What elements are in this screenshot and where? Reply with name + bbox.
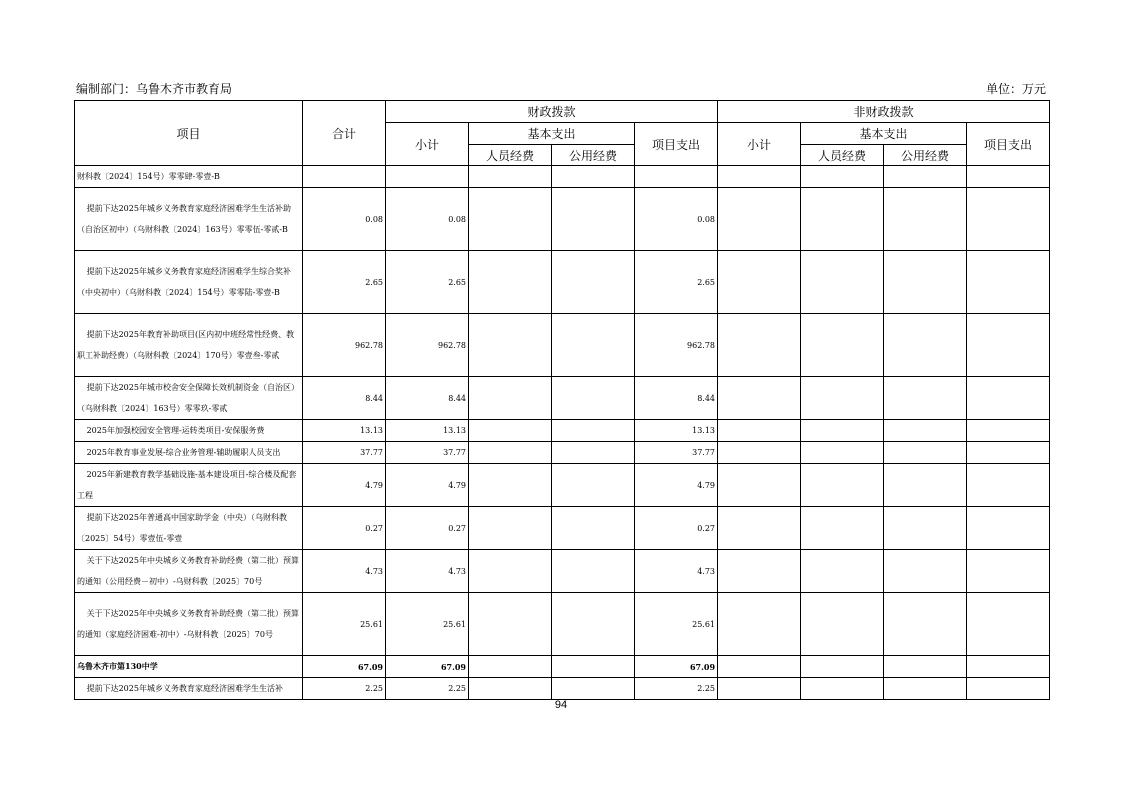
- row-nonfiscal-cell: [801, 251, 884, 314]
- row-nonfiscal-cell: [884, 678, 967, 700]
- row-f-sub: 4.73: [386, 550, 469, 593]
- row-f-proj: 2.65: [635, 251, 718, 314]
- row-nonfiscal-cell: [801, 678, 884, 700]
- row-total: 0.08: [303, 188, 386, 251]
- row-nonfiscal-cell: [884, 507, 967, 550]
- row-total: 37.77: [303, 442, 386, 464]
- row-nonfiscal-cell: [884, 656, 967, 678]
- row-f-proj: 2.25: [635, 678, 718, 700]
- row-f-sub: 25.61: [386, 593, 469, 656]
- row-f-pub: [552, 251, 635, 314]
- row-f-pub: [552, 464, 635, 507]
- row-nonfiscal-cell: [967, 377, 1050, 420]
- row-f-per: [469, 593, 552, 656]
- row-f-per: [469, 377, 552, 420]
- header-nonfiscal-personnel: 人员经费: [801, 145, 884, 166]
- row-item: 2025年新建教育教学基础设施-基本建设项目-综合楼及配套工程: [75, 464, 303, 507]
- row-total: [303, 166, 386, 188]
- row-f-per: [469, 188, 552, 251]
- row-item: 提前下达2025年城市校舍安全保障长效机制资金（自治区）（乌财科教〔2024〕163号）零零玖-零贰: [75, 377, 303, 420]
- row-f-pub: [552, 377, 635, 420]
- row-item: 关于下达2025年中央城乡义务教育补助经费（第二批）预算的通知（家庭经济困难-初中）-乌财科教〔2025〕70号: [75, 593, 303, 656]
- row-f-proj: 4.73: [635, 550, 718, 593]
- row-f-sub: 13.13: [386, 420, 469, 442]
- row-total: 4.79: [303, 464, 386, 507]
- row-item: 关于下达2025年中央城乡义务教育补助经费（第二批）预算的通知（公用经费－初中）-乌财科教〔2025〕70号: [75, 550, 303, 593]
- row-f-proj: 0.08: [635, 188, 718, 251]
- row-nonfiscal-cell: [801, 442, 884, 464]
- row-item: 提前下达2025年城乡义务教育家庭经济困难学生综合奖补（中央初中）（乌财科教〔2024〕154号）零零陆-零壹-B: [75, 251, 303, 314]
- row-f-proj: 4.79: [635, 464, 718, 507]
- row-nonfiscal-cell: [884, 442, 967, 464]
- header-item: 项目: [75, 101, 303, 166]
- row-item: 提前下达2025年城乡义务教育家庭经济困难学生生活补助（自治区初中）（乌财科教〔2024〕163号）零零伍-零贰-B: [75, 188, 303, 251]
- row-f-per: [469, 420, 552, 442]
- row-item: 财科教〔2024〕154号）零零肆-零壹-B: [75, 166, 303, 188]
- row-total: 2.25: [303, 678, 386, 700]
- row-f-sub: [386, 166, 469, 188]
- row-f-sub: 2.65: [386, 251, 469, 314]
- row-nonfiscal-cell: [718, 593, 801, 656]
- row-f-pub: [552, 656, 635, 678]
- row-nonfiscal-cell: [801, 593, 884, 656]
- row-nonfiscal-cell: [884, 593, 967, 656]
- table-row: [75, 314, 1050, 377]
- header-fiscal-public: 公用经费: [552, 145, 635, 166]
- row-nonfiscal-cell: [718, 251, 801, 314]
- page-number: 94: [554, 699, 568, 711]
- row-f-sub: 4.79: [386, 464, 469, 507]
- row-nonfiscal-cell: [718, 188, 801, 251]
- row-nonfiscal-cell: [967, 678, 1050, 700]
- row-nonfiscal-cell: [884, 377, 967, 420]
- department-label: 编制部门：乌鲁木齐市教育局: [76, 82, 233, 96]
- row-total: 8.44: [303, 377, 386, 420]
- header-fiscal: 财政拨款: [386, 101, 718, 123]
- row-f-sub: 8.44: [386, 377, 469, 420]
- row-nonfiscal-cell: [884, 420, 967, 442]
- row-total: 0.27: [303, 507, 386, 550]
- row-nonfiscal-cell: [801, 420, 884, 442]
- row-nonfiscal-cell: [884, 251, 967, 314]
- row-nonfiscal-cell: [967, 251, 1050, 314]
- row-item: 提前下达2025年城乡义务教育家庭经济困难学生生活补: [75, 678, 303, 700]
- row-f-per: [469, 442, 552, 464]
- table-row: [75, 377, 1050, 420]
- row-f-sub: 0.27: [386, 507, 469, 550]
- row-nonfiscal-cell: [801, 507, 884, 550]
- row-nonfiscal-cell: [801, 166, 884, 188]
- row-nonfiscal-cell: [967, 188, 1050, 251]
- row-f-per: [469, 314, 552, 377]
- row-total: 25.61: [303, 593, 386, 656]
- header-nonfiscal-public: 公用经费: [884, 145, 967, 166]
- row-nonfiscal-cell: [884, 550, 967, 593]
- row-f-sub: 2.25: [386, 678, 469, 700]
- table-row: [75, 166, 1050, 188]
- row-f-sub: 962.78: [386, 314, 469, 377]
- row-nonfiscal-cell: [718, 420, 801, 442]
- row-f-pub: [552, 507, 635, 550]
- row-nonfiscal-cell: [967, 593, 1050, 656]
- row-f-proj: 0.27: [635, 507, 718, 550]
- row-nonfiscal-cell: [718, 678, 801, 700]
- row-nonfiscal-cell: [718, 377, 801, 420]
- row-nonfiscal-cell: [718, 464, 801, 507]
- row-nonfiscal-cell: [718, 550, 801, 593]
- row-item: 乌鲁木齐市第130中学: [75, 656, 303, 678]
- row-nonfiscal-cell: [967, 314, 1050, 377]
- row-f-proj: 8.44: [635, 377, 718, 420]
- table-row: [75, 188, 1050, 251]
- row-item: 提前下达2025年教育补助项目(区内初中班经常性经费、教职工补助经费）（乌财科教〔2024〕170号）零壹叁-零贰: [75, 314, 303, 377]
- row-nonfiscal-cell: [967, 420, 1050, 442]
- row-f-pub: [552, 593, 635, 656]
- row-nonfiscal-cell: [718, 442, 801, 464]
- row-nonfiscal-cell: [967, 442, 1050, 464]
- row-f-proj: 37.77: [635, 442, 718, 464]
- row-f-pub: [552, 314, 635, 377]
- row-nonfiscal-cell: [967, 464, 1050, 507]
- row-nonfiscal-cell: [718, 507, 801, 550]
- row-total: 962.78: [303, 314, 386, 377]
- row-f-pub: [552, 442, 635, 464]
- row-f-per: [469, 678, 552, 700]
- row-f-sub: 67.09: [386, 656, 469, 678]
- header-fiscal-subtotal: 小计: [386, 123, 469, 166]
- table-body: [75, 166, 1050, 700]
- row-f-per: [469, 656, 552, 678]
- row-nonfiscal-cell: [718, 314, 801, 377]
- row-nonfiscal-cell: [967, 550, 1050, 593]
- row-total: 67.09: [303, 656, 386, 678]
- header-fiscal-project: 项目支出: [635, 123, 718, 166]
- row-f-pub: [552, 420, 635, 442]
- row-total: 2.65: [303, 251, 386, 314]
- table-row: [75, 507, 1050, 550]
- table-row: [75, 442, 1050, 464]
- row-f-per: [469, 251, 552, 314]
- header-total: 合计: [303, 101, 386, 166]
- row-f-pub: [552, 166, 635, 188]
- table-row: [75, 656, 1050, 678]
- table-row: [75, 550, 1050, 593]
- row-total: 4.73: [303, 550, 386, 593]
- row-nonfiscal-cell: [718, 656, 801, 678]
- table-row: [75, 251, 1050, 314]
- row-nonfiscal-cell: [718, 166, 801, 188]
- row-nonfiscal-cell: [967, 656, 1050, 678]
- row-f-per: [469, 507, 552, 550]
- row-nonfiscal-cell: [884, 314, 967, 377]
- header-nonfiscal: 非财政拨款: [718, 101, 1050, 123]
- row-item: 2025年教育事业发展-综合业务管理-辅助履职人员支出: [75, 442, 303, 464]
- header-fiscal-basic: 基本支出: [469, 123, 635, 145]
- table-row: [75, 464, 1050, 507]
- row-nonfiscal-cell: [801, 656, 884, 678]
- table-row: [75, 593, 1050, 656]
- row-f-proj: 25.61: [635, 593, 718, 656]
- row-f-proj: 13.13: [635, 420, 718, 442]
- row-f-proj: 67.09: [635, 656, 718, 678]
- header-fiscal-personnel: 人员经费: [469, 145, 552, 166]
- row-nonfiscal-cell: [801, 550, 884, 593]
- unit-label: 单位：万元: [985, 82, 1046, 96]
- row-nonfiscal-cell: [884, 166, 967, 188]
- row-f-per: [469, 166, 552, 188]
- row-f-per: [469, 464, 552, 507]
- row-total: 13.13: [303, 420, 386, 442]
- row-nonfiscal-cell: [884, 188, 967, 251]
- row-item: 提前下达2025年普通高中国家助学金（中央）（乌财科教〔2025〕54号）零壹伍-零壹: [75, 507, 303, 550]
- row-nonfiscal-cell: [801, 314, 884, 377]
- table-row: [75, 420, 1050, 442]
- budget-table: [74, 100, 1050, 700]
- row-nonfiscal-cell: [801, 464, 884, 507]
- row-nonfiscal-cell: [801, 377, 884, 420]
- table-row: [75, 678, 1050, 700]
- row-f-proj: 962.78: [635, 314, 718, 377]
- row-nonfiscal-cell: [967, 166, 1050, 188]
- row-f-sub: 37.77: [386, 442, 469, 464]
- row-nonfiscal-cell: [884, 464, 967, 507]
- row-f-pub: [552, 188, 635, 251]
- header-nonfiscal-basic: 基本支出: [801, 123, 967, 145]
- row-nonfiscal-cell: [967, 507, 1050, 550]
- row-f-proj: [635, 166, 718, 188]
- row-f-sub: 0.08: [386, 188, 469, 251]
- row-f-per: [469, 550, 552, 593]
- header-nonfiscal-subtotal: 小计: [718, 123, 801, 166]
- row-f-pub: [552, 550, 635, 593]
- row-item: 2025年加强校园安全管理-运转类项目-安保服务费: [75, 420, 303, 442]
- row-nonfiscal-cell: [801, 188, 884, 251]
- header-nonfiscal-project: 项目支出: [967, 123, 1050, 166]
- row-f-pub: [552, 678, 635, 700]
